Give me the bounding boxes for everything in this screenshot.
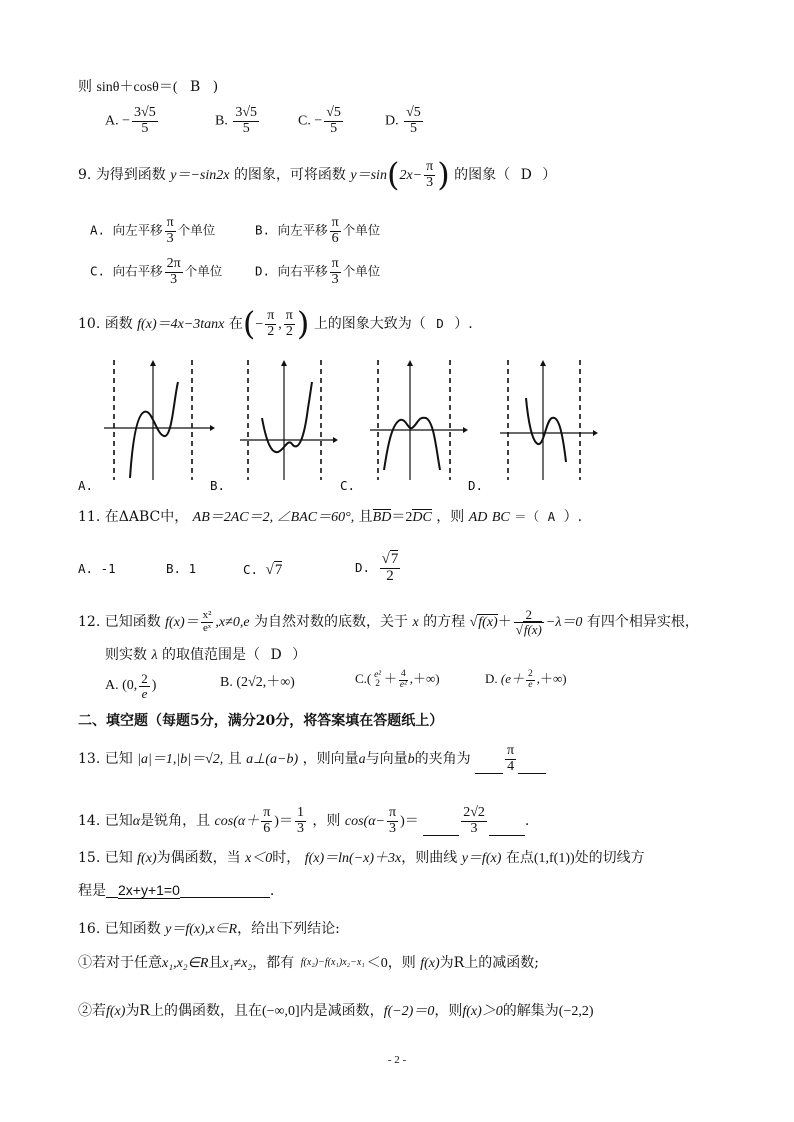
q13-expr-a: |a|＝1,|b|＝√2, bbox=[137, 752, 224, 768]
q16-text: 为R上的偶函数，且在 bbox=[125, 1003, 262, 1019]
fraction-denominator: 3 bbox=[426, 174, 434, 190]
option-letter: B. bbox=[220, 675, 233, 690]
option-letter: D. bbox=[385, 113, 399, 129]
q16-text: ，则 bbox=[434, 1003, 463, 1019]
fraction-denominator: 3 bbox=[331, 271, 339, 287]
option-letter: B. bbox=[215, 113, 228, 129]
q14-expr-a: cos(α＋ bbox=[214, 814, 260, 830]
question-number: 16. bbox=[78, 921, 101, 937]
q9-expr-a: y＝−sin2x bbox=[170, 168, 230, 184]
graph-label-a: A. bbox=[78, 478, 94, 493]
fraction-numerator: √5 bbox=[406, 105, 421, 120]
q8-stem bbox=[78, 80, 218, 95]
fraction-numerator: π bbox=[263, 805, 271, 820]
option-letter: C. bbox=[355, 671, 367, 687]
q13-expr-b: a⊥(a−b) bbox=[246, 752, 299, 768]
q15-text: 时， bbox=[272, 850, 301, 866]
vector-bd: BD bbox=[372, 510, 392, 525]
q16-text: ，给出下列结论: bbox=[237, 921, 340, 937]
q12-text: 的取值范围是（ bbox=[161, 647, 260, 663]
q16-text: 内是减函数， bbox=[299, 1003, 384, 1019]
q11-stem bbox=[78, 509, 582, 525]
question-number: 13. bbox=[78, 751, 101, 768]
q11-text: ＝（ bbox=[514, 509, 540, 524]
q15-answer: 2x+y+1=0 bbox=[118, 882, 180, 898]
q10-text: 上的图象大致为（ bbox=[313, 316, 426, 333]
option-letter: A. bbox=[105, 113, 119, 129]
q12-f-def: f(x)＝ bbox=[165, 615, 199, 631]
q15-stem bbox=[78, 851, 645, 866]
q8-option-d bbox=[385, 106, 425, 136]
q16-stem bbox=[78, 922, 340, 937]
q12-text: 的方程 bbox=[423, 614, 466, 631]
option-letter: C. bbox=[298, 113, 311, 129]
q16-s1-lt: ＜0 bbox=[366, 956, 388, 971]
fraction-denominator: 5 bbox=[141, 120, 149, 136]
q16-s1-expr: x₁,x₂∈R bbox=[162, 956, 209, 971]
option-pre: (e＋ bbox=[500, 671, 524, 687]
fraction-denominator: 5 bbox=[409, 120, 417, 136]
q14-text: ，则 bbox=[312, 813, 341, 830]
option-pre: (0, bbox=[122, 678, 138, 694]
q9-option-c bbox=[90, 257, 222, 287]
q13-stem bbox=[78, 744, 546, 774]
q12-line2 bbox=[105, 648, 306, 663]
section-title: 二、填空题（每题5分，满分20分，将答案填在答题纸上） bbox=[78, 713, 444, 729]
fraction-denominator: 5 bbox=[242, 120, 250, 136]
q10-answer: D bbox=[436, 316, 444, 332]
fraction-numerator: π bbox=[166, 215, 174, 230]
q14-expr-b: cos(α− bbox=[344, 814, 385, 830]
q14-expr-b-tail: )＝ bbox=[400, 814, 419, 830]
q8-close: ) bbox=[212, 79, 219, 95]
graph-b bbox=[238, 358, 338, 483]
fraction-denominator: 3 bbox=[166, 230, 174, 246]
q12-option-a bbox=[105, 672, 156, 700]
option-letter: B. bbox=[166, 561, 182, 576]
q15-text: 处的切线方 bbox=[574, 850, 645, 866]
q9-stem: 9. 为得到函数 y＝−sin2x 的图象，可将函数 y＝sin(2x− $\frac{\pi}{3}$ ) 的图象（ D ） bbox=[78, 155, 557, 194]
question-number: 12. bbox=[78, 614, 101, 631]
q16-s1-neq: x₁≠x₂ bbox=[222, 956, 253, 971]
fraction-numerator: 2√2 bbox=[463, 805, 485, 820]
option-text: 向左平移 bbox=[277, 222, 328, 238]
q12-option-d bbox=[485, 670, 567, 690]
q9-text: 的图象（ bbox=[454, 167, 511, 184]
q12-close: ） bbox=[292, 647, 307, 663]
fraction-numerator: π bbox=[331, 256, 339, 271]
q16-text: 的解集为 bbox=[502, 1003, 559, 1019]
fraction-denominator: eˣ bbox=[202, 621, 212, 634]
fraction-denominator: f(x) bbox=[523, 621, 542, 637]
q11-option-a bbox=[78, 563, 116, 576]
q15-point: (1,f(1)) bbox=[533, 851, 575, 866]
fraction-numerator: 7 bbox=[390, 551, 399, 567]
q15-text: 在点 bbox=[505, 850, 534, 866]
fraction-numerator: π bbox=[331, 215, 339, 230]
option-sign: − bbox=[122, 113, 131, 129]
question-number: 9. bbox=[78, 167, 92, 184]
option-text: 向右平移 bbox=[277, 263, 328, 279]
q8-option-c bbox=[298, 106, 345, 136]
q11-text: ，则 bbox=[436, 509, 465, 525]
option-letter: D. bbox=[355, 559, 371, 575]
q12-lambda: λ bbox=[151, 648, 158, 663]
q11-text: 在ΔABC中， bbox=[104, 509, 189, 525]
fraction-numerator: 2π bbox=[166, 256, 181, 271]
q16-statement-2 bbox=[78, 1004, 594, 1019]
q9-text: 的图象，可将函数 bbox=[233, 167, 346, 184]
q10-text: 在 bbox=[228, 316, 243, 333]
fraction-denominator: 4 bbox=[507, 758, 515, 774]
q11-eq: ＝2 bbox=[391, 510, 413, 525]
vector-b: b bbox=[407, 752, 415, 768]
vector-ad: AD bbox=[468, 510, 488, 525]
q15-curve: y＝f(x) bbox=[461, 851, 502, 866]
vector-a: a bbox=[358, 752, 366, 768]
q11-option-d: D. $\frac{√7}{2}$ bbox=[355, 551, 399, 584]
graph-label-b: B. bbox=[210, 478, 226, 493]
fraction-numerator: 2 bbox=[528, 669, 533, 679]
vector-dc: DC bbox=[412, 510, 432, 525]
option-unit: 个单位 bbox=[342, 263, 381, 279]
q15-expr: f(x)＝ln(−x)＋3x bbox=[304, 851, 402, 866]
q16-s2-interval: (−∞,0] bbox=[261, 1004, 300, 1019]
graph-c bbox=[368, 358, 468, 483]
q11-option-c: C. √7 bbox=[243, 562, 283, 578]
q8-option-a bbox=[105, 106, 160, 136]
fraction-numerator: 2 bbox=[141, 671, 148, 686]
option-unit: 个单位 bbox=[342, 222, 381, 238]
graph-label-c: C. bbox=[340, 478, 356, 493]
q15-line2 bbox=[78, 883, 274, 898]
fraction-numerator: e² bbox=[374, 669, 382, 680]
q10-text: 函数 bbox=[104, 316, 133, 333]
fraction-denominator: e² bbox=[399, 679, 407, 690]
fraction-denominator: 3 bbox=[296, 820, 304, 836]
graph-d bbox=[498, 358, 598, 483]
q12-option-c bbox=[355, 670, 440, 690]
option-mid: ＋ bbox=[384, 671, 398, 687]
question-number: 10. bbox=[78, 316, 101, 333]
fraction-numerator: 4 bbox=[401, 669, 406, 679]
fraction-denominator: 6 bbox=[331, 230, 339, 246]
option-sign: − bbox=[314, 113, 323, 129]
fraction-denominator: 2 bbox=[267, 323, 275, 339]
graph-label-d: D. bbox=[468, 478, 484, 493]
q14-expr-a-tail: )＝ bbox=[274, 814, 293, 830]
option-value: 1 bbox=[188, 561, 197, 576]
fraction-denominator: 3 bbox=[389, 820, 397, 836]
q12-text: 为自然对数的底数，关于 bbox=[254, 614, 408, 631]
q16-text: ②若 bbox=[78, 1003, 106, 1019]
option-letter: A. bbox=[90, 222, 106, 238]
q14-text: 已知 bbox=[104, 813, 133, 830]
q15-text: 已知 bbox=[104, 850, 133, 866]
fraction-denominator: 2 bbox=[386, 567, 394, 584]
q15-cond: x＜0 bbox=[245, 851, 273, 866]
fraction-numerator: π bbox=[389, 805, 397, 820]
q8-expr: sinθ＋cosθ＝( bbox=[96, 80, 178, 95]
q13-text: 且 bbox=[227, 751, 242, 768]
fraction-numerator: π bbox=[267, 308, 275, 323]
q9-option-d bbox=[255, 257, 380, 287]
graph-a bbox=[100, 358, 215, 483]
q16-s2-ineq: f(x)＞0 bbox=[462, 1004, 503, 1019]
q16-text: ，都有 bbox=[252, 955, 295, 971]
fraction-denominator: e bbox=[141, 685, 148, 701]
q16-text: ，则 bbox=[387, 955, 416, 971]
q9-option-b bbox=[255, 216, 380, 246]
fraction-numerator: π bbox=[507, 743, 515, 758]
fraction-numerator: 3√5 bbox=[235, 105, 258, 120]
q14-alpha: α bbox=[132, 814, 141, 830]
q13-text: 的夹角为 bbox=[414, 751, 471, 768]
q10-close: ）. bbox=[454, 316, 473, 333]
q11-close: ）. bbox=[563, 509, 583, 525]
q16-text: ①若对于任意 bbox=[78, 955, 162, 971]
q12-root: f(x) bbox=[478, 615, 498, 631]
q11-answer: A bbox=[547, 509, 556, 524]
q15-text: 程是 bbox=[78, 883, 106, 899]
option-letter: A. bbox=[105, 678, 119, 694]
q9-text: 为得到函数 bbox=[95, 167, 166, 184]
fraction-denominator: 2 bbox=[285, 323, 293, 339]
q11-option-b bbox=[166, 563, 196, 576]
option-unit: 个单位 bbox=[184, 263, 223, 279]
q12-option-b bbox=[220, 676, 295, 690]
q12-stem: 12. 已知函数 f(x)＝ $\frac{\text{x²}}{\text{eˣ}}$ ,x≠0,e 为自然对数的底数，关于 x 的方程 √f(x)＋ $\frac{2}{√f(x)}$ −λ＝0 有四个相异实根， bbox=[78, 607, 699, 637]
fraction-numerator: √5 bbox=[326, 105, 341, 120]
fraction-numerator: f(x₂)−f(x₁) bbox=[300, 957, 343, 968]
q16-s1-fx: f(x) bbox=[420, 956, 440, 971]
option-text: 向左平移 bbox=[112, 222, 163, 238]
page-number: - 2 - bbox=[387, 1054, 407, 1066]
option-pre: ( bbox=[366, 671, 372, 687]
q12-text: 有四个相异实根， bbox=[586, 614, 699, 631]
option-post: ,＋∞) bbox=[536, 671, 567, 687]
q14-text: 是锐角，且 bbox=[140, 813, 211, 830]
q8-answer: B bbox=[189, 79, 201, 95]
option-unit: 个单位 bbox=[177, 222, 216, 238]
q15-text: 为偶函数，当 bbox=[156, 850, 241, 866]
q16-statement-1 bbox=[78, 956, 539, 971]
q16-s2-fx: f(x) bbox=[106, 1004, 126, 1019]
fraction-denominator: 5 bbox=[330, 120, 338, 136]
fraction-denominator: 3 bbox=[170, 271, 178, 287]
q16-text: 为R上的减函数; bbox=[439, 955, 539, 971]
q16-s2-eq: f(−2)＝0 bbox=[383, 1004, 435, 1019]
q13-text: ，则向量 bbox=[302, 751, 359, 768]
fraction-numerator: 1 bbox=[296, 805, 304, 820]
q12-text: 已知函数 bbox=[104, 614, 161, 631]
q9-expr-b: y＝sin bbox=[350, 168, 387, 184]
q14-stem bbox=[78, 806, 529, 836]
q8-option-b bbox=[215, 106, 261, 136]
q11-text: 且 bbox=[358, 509, 373, 525]
option-letter: D. bbox=[255, 263, 271, 279]
q9-close: ） bbox=[542, 167, 557, 184]
option-letter: C. bbox=[90, 263, 106, 279]
q10-stem: 10. 函数 f(x)＝4x−3tanx 在(− $\frac{\pi}{2}$ , $\frac{\pi}{2}$ ) 上的图象大致为（ D ）. bbox=[78, 304, 473, 343]
option-text: 向右平移 bbox=[112, 263, 163, 279]
q12-text: 则实数 bbox=[105, 647, 147, 663]
q11-expr: AB＝2AC＝2, ∠BAC＝60°, bbox=[192, 510, 355, 525]
fraction-numerator: π bbox=[426, 159, 434, 174]
fraction-numerator: π bbox=[285, 308, 293, 323]
fraction-denominator: 2 bbox=[375, 679, 381, 689]
fraction-numerator: x² bbox=[202, 609, 212, 622]
q16-text: 已知函数 bbox=[104, 921, 161, 937]
option-letter: B. bbox=[255, 222, 271, 238]
q13-text: 与向量 bbox=[365, 751, 408, 768]
question-number: 14. bbox=[78, 813, 101, 830]
fraction-denominator: 3 bbox=[470, 820, 478, 836]
q16-expr: y＝f(x),x∈R bbox=[165, 922, 238, 937]
q12-plus: ＋ bbox=[497, 615, 512, 631]
q8-prefix: 则 bbox=[78, 79, 92, 95]
option-post: ,＋∞) bbox=[409, 671, 440, 687]
q16-text: 且 bbox=[208, 955, 223, 971]
option-text: (2√2,＋∞) bbox=[236, 675, 295, 690]
question-number: 11. bbox=[78, 509, 101, 525]
option-letter: C. bbox=[243, 562, 259, 577]
fraction-numerator: 2 bbox=[514, 608, 544, 623]
q14-end: . bbox=[524, 813, 530, 830]
q15-text: ，则曲线 bbox=[401, 850, 458, 866]
question-number: 15. bbox=[78, 850, 101, 866]
q9-expr-b-inner: 2x− bbox=[399, 168, 423, 184]
option-post: ) bbox=[151, 678, 157, 694]
option-value: -1 bbox=[100, 561, 116, 576]
q10-expr: f(x)＝4x−3tanx bbox=[137, 317, 225, 333]
q9-answer: D bbox=[520, 167, 532, 184]
q12-variable: x bbox=[412, 615, 419, 631]
q9-option-a bbox=[90, 216, 215, 246]
q13-text: 已知 bbox=[104, 751, 133, 768]
fraction-denominator: x₂−x₁ bbox=[342, 957, 365, 968]
fraction-denominator: e bbox=[528, 679, 533, 690]
option-letter: A. bbox=[78, 561, 94, 576]
option-letter: D. bbox=[485, 671, 498, 687]
q15-end: . bbox=[269, 883, 275, 899]
q12-tail: −λ＝0 bbox=[545, 615, 583, 631]
vector-bc: BC bbox=[491, 510, 510, 525]
option-value: 7 bbox=[274, 562, 283, 578]
q12-f-cond: ,x≠0,e bbox=[215, 615, 250, 631]
q15-fx: f(x) bbox=[137, 851, 157, 866]
q16-s2-solution: (−2,2) bbox=[558, 1004, 594, 1019]
fraction-denominator: 6 bbox=[263, 820, 271, 836]
fraction-numerator: 3√5 bbox=[134, 105, 156, 120]
q12-answer: D bbox=[270, 647, 282, 663]
